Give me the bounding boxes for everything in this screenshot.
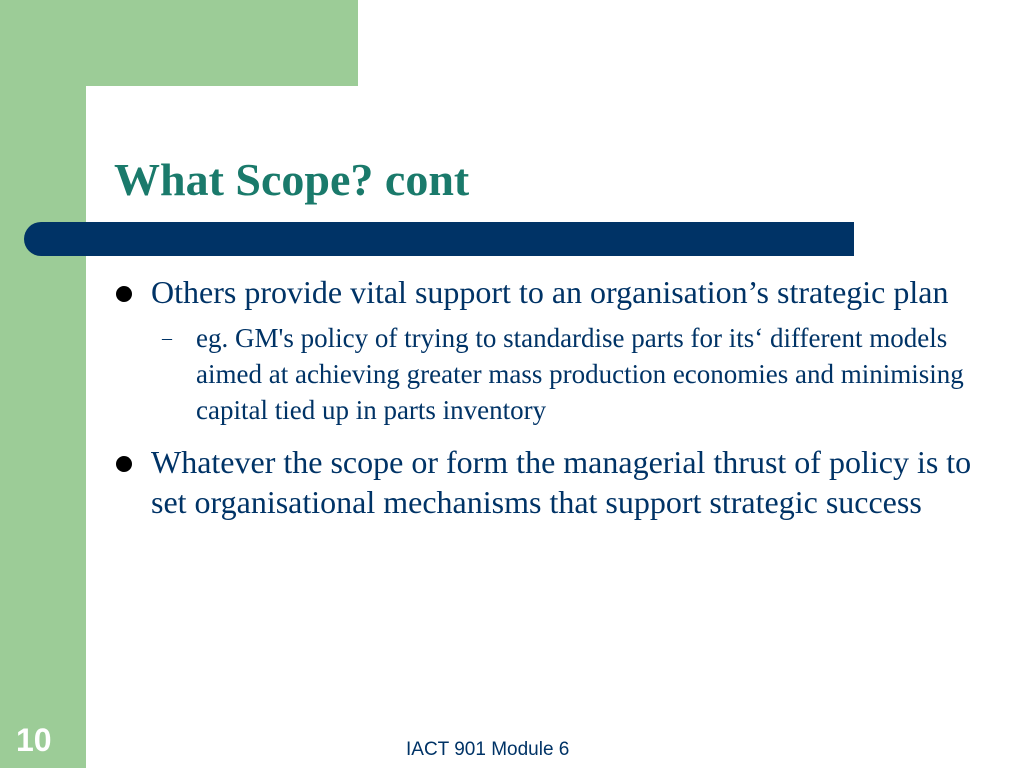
bullet-item <box>110 442 1000 522</box>
sub-bullet-dash: – <box>162 327 172 349</box>
bullet-item <box>110 272 1000 312</box>
green-side-band <box>0 0 86 768</box>
slide-title: What Scope? cont <box>114 154 470 205</box>
sub-bullet-item <box>110 320 1000 428</box>
bullet-text: Whatever the scope or form the managerial thrust of policy is to set organisational mechanisms that support strategic success <box>151 444 972 520</box>
bullet-dot-icon <box>116 286 132 302</box>
bullet-text: Others provide vital support to an organisation’s strategic plan <box>151 274 949 310</box>
title-underline-bar <box>24 222 854 256</box>
bullet-dot-icon <box>116 456 132 472</box>
sub-bullet-text: eg. GM's policy of trying to standardise parts for its‘ different models aimed at achieving greater mass production economies and minimising capital tied up in parts inventory <box>196 323 964 425</box>
slide-footer: IACT 901 Module 6 <box>406 739 570 760</box>
slide-number: 10 <box>16 722 52 758</box>
green-top-block <box>0 0 358 86</box>
slide-content <box>110 272 1000 522</box>
